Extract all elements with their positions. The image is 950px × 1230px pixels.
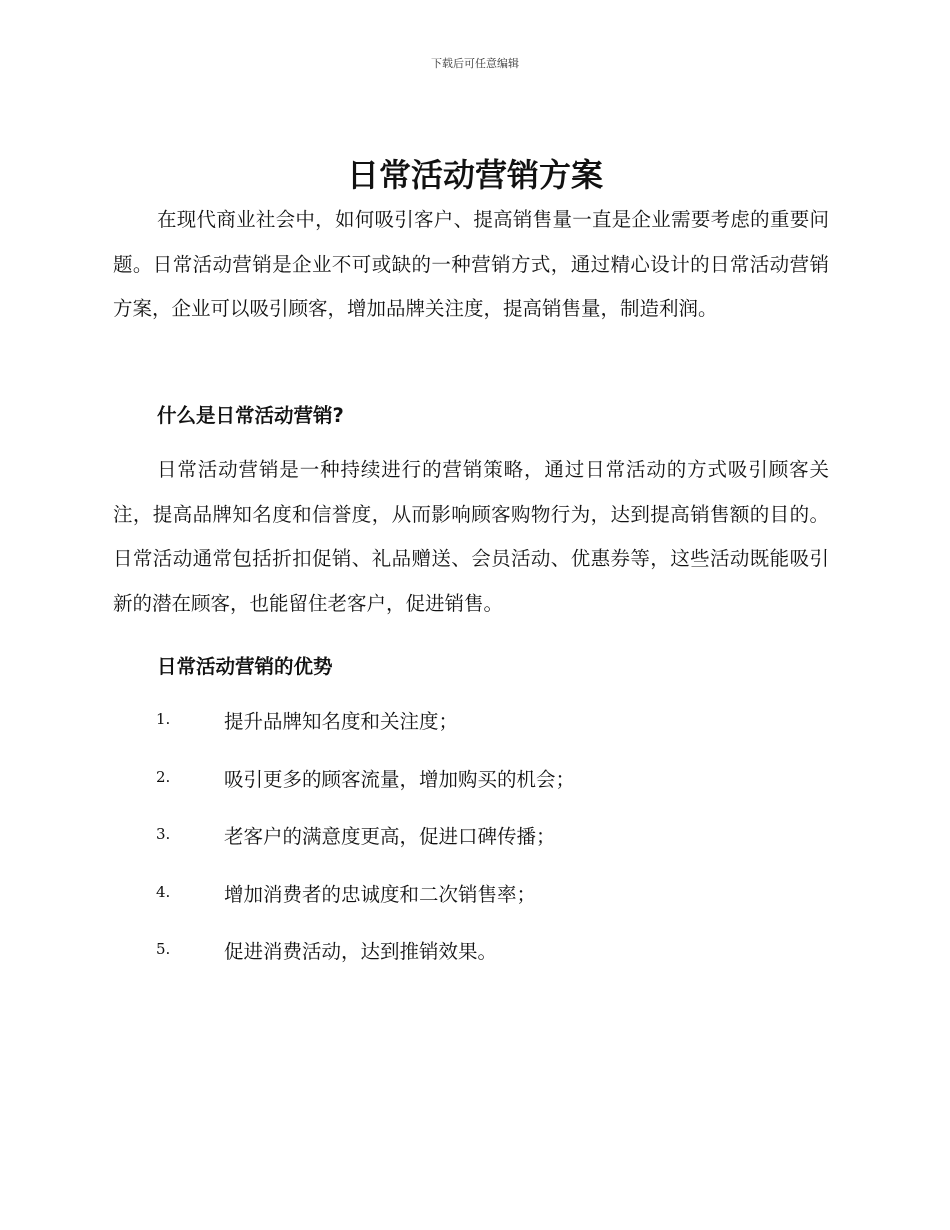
page-title: 日常活动营销方案 (346, 156, 603, 194)
list-item (0, 815, 950, 873)
intro-paragraph: 在现代商业社会中，如何吸引客户、提高销售量一直是企业需要考虑的重要问题。日常活动营销是企业不可或缺的一种营销方式，通过精心设计的日常活动营销方案，企业可以吸引顾客，增加品牌关注度，提高销售量，制造利润。 (113, 208, 829, 320)
list-item-number: 3. (156, 825, 171, 843)
list-item-text: 增加消费者的忠诚度和二次销售率； (224, 882, 537, 906)
list-item-number: 1. (156, 710, 171, 728)
list-item-number: 2. (156, 767, 171, 786)
list-item-text: 老客户的满意度更高，促进口碑传播； (224, 825, 556, 848)
list-item (0, 700, 950, 758)
header-note: 下载后可任意编辑 (431, 57, 519, 70)
list-item-text: 吸引更多的顾客流量，增加购买的机会； (224, 767, 576, 791)
list-item-number: 4. (156, 882, 171, 901)
section-heading-advantages: 日常活动营销的优势 (157, 655, 333, 678)
list-item (0, 758, 950, 816)
list-item-text: 促进消费活动，达到推销效果。 (224, 940, 498, 963)
list-item-text: 提升品牌知名度和关注度； (224, 710, 459, 733)
advantages-list (0, 700, 950, 988)
list-item (0, 873, 950, 931)
section-paragraph-what-is: 日常活动营销是一种持续进行的营销策略，通过日常活动的方式吸引顾客关注，提高品牌知名度和信誉度，从而影响顾客购物行为，达到提高销售额的目的。日常活动通常包括折扣促销、礼品赠送、会员活动、优惠券等，这些活动既能吸引新的潜在顾客，也能留住老客户，促进销售。 (113, 458, 829, 615)
section-heading-what-is: 什么是日常活动营销? (157, 404, 344, 427)
list-item (0, 930, 950, 988)
list-item-number: 5. (156, 940, 171, 958)
